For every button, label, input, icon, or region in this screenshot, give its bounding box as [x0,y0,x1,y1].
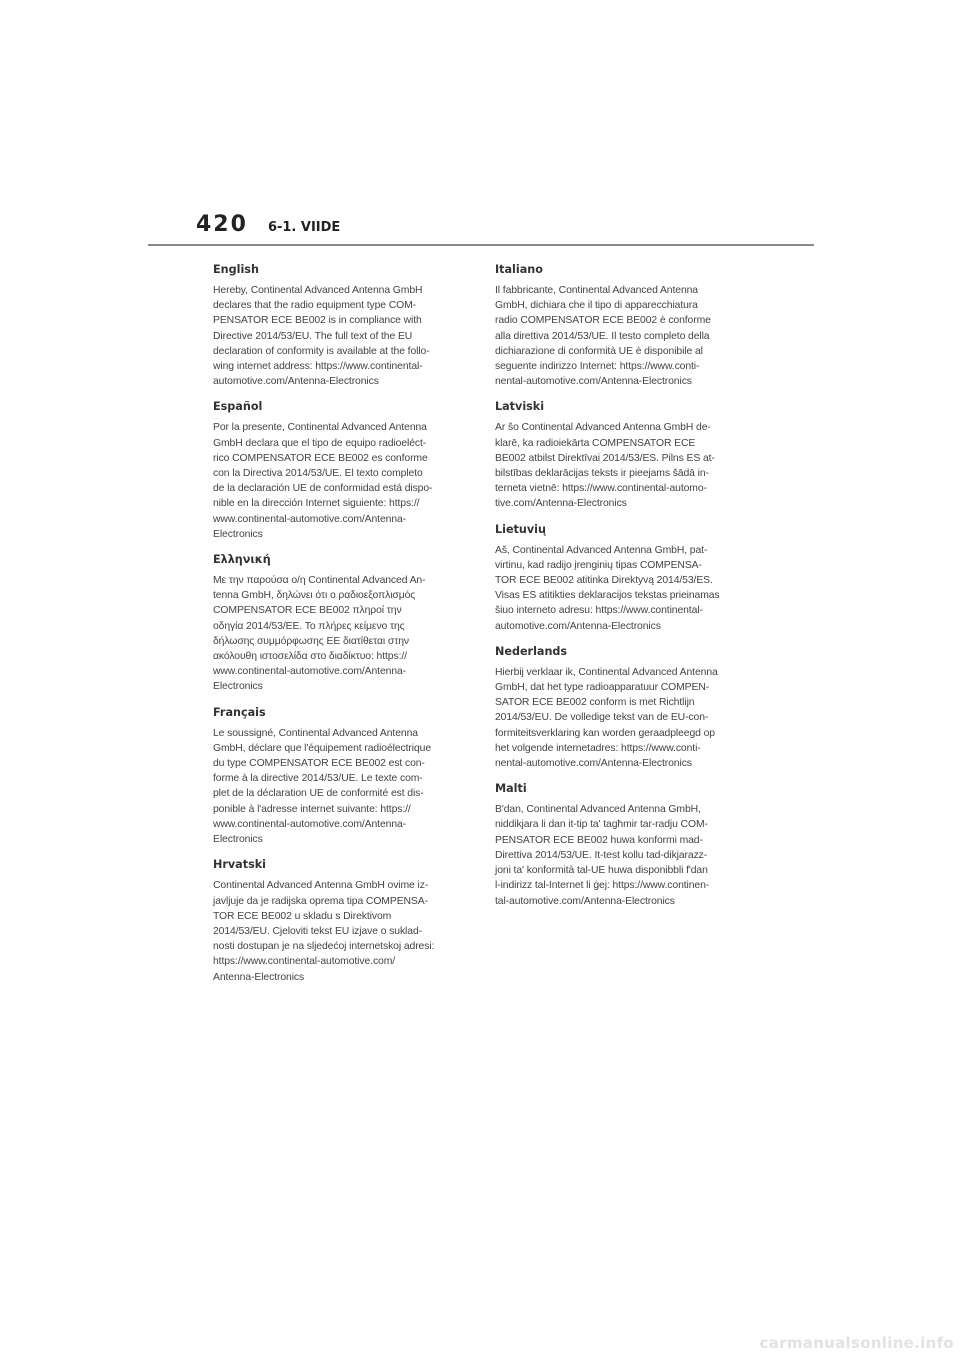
body-line: tenna GmbH, δηλώνει ότι ο ραδιοεξοπλισμός [213,590,416,602]
watermark: carmanualsonline.info [759,1334,954,1352]
body-line: con la Directiva 2014/53/UE. El texto completo [213,468,423,480]
body-line: nental-automotive.com/Antenna-Electronics [495,758,692,770]
body-line: de la declaración UE de conformidad está dispo- [213,483,433,495]
section-body [495,543,750,634]
body-line: niddikjara li dan it-tip ta' tagħmir tar-radju COM- [495,819,708,831]
declaration-section [213,705,465,848]
section-body [495,420,750,511]
page-number: 420 [196,212,248,237]
body-line: virtinu, kad radijo įrenginių tipas COMPENSA- [495,559,702,571]
body-line: BE002 atbilst Direktīvai 2014/53/ES. Pilns ES at- [495,452,715,464]
body-line: Με την παρούσα ο/η Continental Advanced An- [213,575,426,587]
body-line: Il fabbricante, Continental Advanced Antenna [495,285,698,296]
body-line: B'dan, Continental Advanced Antenna GmbH, [495,804,701,816]
body-line: nible en la dirección Internet siguiente: https:// [213,498,420,510]
section-body [213,726,465,848]
declaration-section [495,399,750,511]
body-line: Directive 2014/53/EU. The full text of the EU [213,330,413,342]
section-body [213,878,465,984]
body-line: Electronics [213,681,263,693]
section-body [495,802,750,908]
body-line: Electronics [213,834,263,846]
body-line: joni ta' konformità tal-UE huwa disponibbli f'dan [495,865,708,877]
body-line: declares that the radio equipment type COM- [213,300,417,312]
body-line: automotive.com/Antenna-Electronics [213,376,379,388]
body-line: javljuje da je radijska oprema tipa COMPENSA- [213,895,428,907]
body-line: Hereby, Continental Advanced Antenna GmbH [213,285,423,296]
body-line: terneta vietnē: https://www.continental-automo- [495,483,707,495]
body-line: Ar šo Continental Advanced Antenna GmbH de- [495,422,711,434]
body-line: Direttiva 2014/53/UE. It-test kollu tad-dikjarazz- [495,849,708,861]
body-line: δήλωσης συμμόρφωσης ΕΕ διατίθεται στην [213,635,410,647]
body-line: PENSATOR ECE BE002 is in compliance with [213,315,422,327]
body-line: bilstības deklarācijas teksts ir pieejams šādā in- [495,468,709,480]
body-line: GmbH, dat het type radioapparatuur COMPEN- [495,682,710,694]
body-line: l-indirizz tal-Internet li ġej: https://www.continen- [495,880,710,892]
section-body [495,665,750,771]
body-line: Por la presente, Continental Advanced Antenna [213,422,427,434]
section-body [495,283,750,389]
body-line: Aš, Continental Advanced Antenna GmbH, pat- [495,544,708,556]
section-title: Hrvatski [213,858,267,872]
page-header [196,212,340,237]
body-line: Hierbij verklaar ik, Continental Advanced Antenna [495,666,718,678]
body-line: www.continental-automotive.com/Antenna- [213,818,407,830]
declaration-section [495,262,750,389]
body-line: du type COMPENSATOR ECE BE002 est con- [213,758,425,770]
body-line: GmbH, déclare que l'équipement radioélectrique [213,742,432,754]
declaration-section [213,552,465,695]
declaration-section [213,857,465,984]
body-line: https://www.continental-automotive.com/ [213,956,396,968]
body-line: οδηγία 2014/53/ΕΕ. Το πλήρες κείμενο της [213,620,405,632]
body-line: plet de la déclaration UE de conformité est dis- [213,788,424,800]
body-line: 2014/53/EU. De volledige tekst van de EU-con- [495,712,709,724]
body-line: TOR ECE BE002 atitinka Direktyvą 2014/53/ES. [495,575,713,587]
header-rule [148,244,814,246]
body-line: GmbH declara que el tipo de equipo radioeléct- [213,437,427,449]
body-line: wing internet address: https://www.continental- [213,361,423,373]
body-line: het volgende internetadres: https://www.conti- [495,742,701,754]
chapter-title: 6-1. VIIDE [267,220,341,235]
left-column [213,262,465,995]
body-line: alla direttiva 2014/53/UE. Il testo completo della [495,330,710,342]
section-title: Français [213,705,266,719]
body-line: SATOR ECE BE002 conform is met Richtlijn [495,697,695,709]
section-title: Lietuvių [495,522,546,536]
body-line: COMPENSATOR ECE BE002 πληροί την [213,605,402,617]
declaration-section [213,399,465,542]
section-title: Malti [495,782,527,796]
body-line: forme à la directive 2014/53/UE. Le texte com- [213,773,423,785]
section-title: Ελληνική [213,553,271,567]
section-body [213,283,465,389]
body-line: radio COMPENSATOR ECE BE002 è conforme [495,315,711,327]
body-line: www.continental-automotive.com/Antenna- [213,513,407,525]
body-line: TOR ECE BE002 u skladu s Direktivom [213,910,392,922]
body-line: Le soussigné, Continental Advanced Antenna [213,727,418,739]
body-line: tive.com/Antenna-Electronics [495,498,627,510]
body-line: nental-automotive.com/Antenna-Electronics [495,376,692,388]
body-line: Continental Advanced Antenna GmbH ovime iz- [213,880,429,892]
declaration-section [495,781,750,908]
declaration-section [213,262,465,389]
body-line: ponible à l'adresse internet suivante: https:// [213,803,411,815]
body-line: 2014/53/EU. Cjeloviti tekst EU izjave o suklad- [213,925,422,937]
body-line: GmbH, dichiara che il tipo di apparecchiatura [495,300,698,312]
body-line: PENSATOR ECE BE002 huwa konformi mad- [495,834,703,846]
body-line: seguente indirizzo Internet: https://www.conti- [495,361,700,373]
section-title: English [213,263,259,276]
section-body [213,573,465,695]
section-body [213,420,465,542]
right-column [495,262,750,919]
body-line: dichiarazione di conformità UE è disponibile al [495,345,703,357]
section-title: Latviski [495,400,545,414]
body-line: klarē, ka radioiekārta COMPENSATOR ECE [495,437,696,449]
declaration-section [495,644,750,771]
body-line: www.continental-automotive.com/Antenna- [213,666,407,678]
body-line: Electronics [213,528,263,540]
body-line: formiteitsverklaring kan worden geraadpleegd op [495,727,715,739]
section-title: Nederlands [495,644,568,658]
section-title: Italiano [495,263,543,276]
body-line: rico COMPENSATOR ECE BE002 es conforme [213,452,428,464]
body-line: tal-automotive.com/Antenna-Electronics [495,895,675,907]
body-line: ακόλουθη ιστοσελίδα στο διαδίκτυο: https:// [213,651,407,663]
body-line: declaration of conformity is available at the follo- [213,345,430,357]
body-line: Antenna-Electronics [213,971,305,983]
declaration-section [495,522,750,634]
body-line: nosti dostupan je na sljedećoj internetskoj adresi: [213,941,435,953]
body-line: Visas ES atitikties deklaracijos tekstas prieinamas [495,590,720,602]
body-line: automotive.com/Antenna-Electronics [495,620,661,632]
body-line: šiuo interneto adresu: https://www.continental- [495,605,703,617]
section-title: Español [213,400,263,414]
